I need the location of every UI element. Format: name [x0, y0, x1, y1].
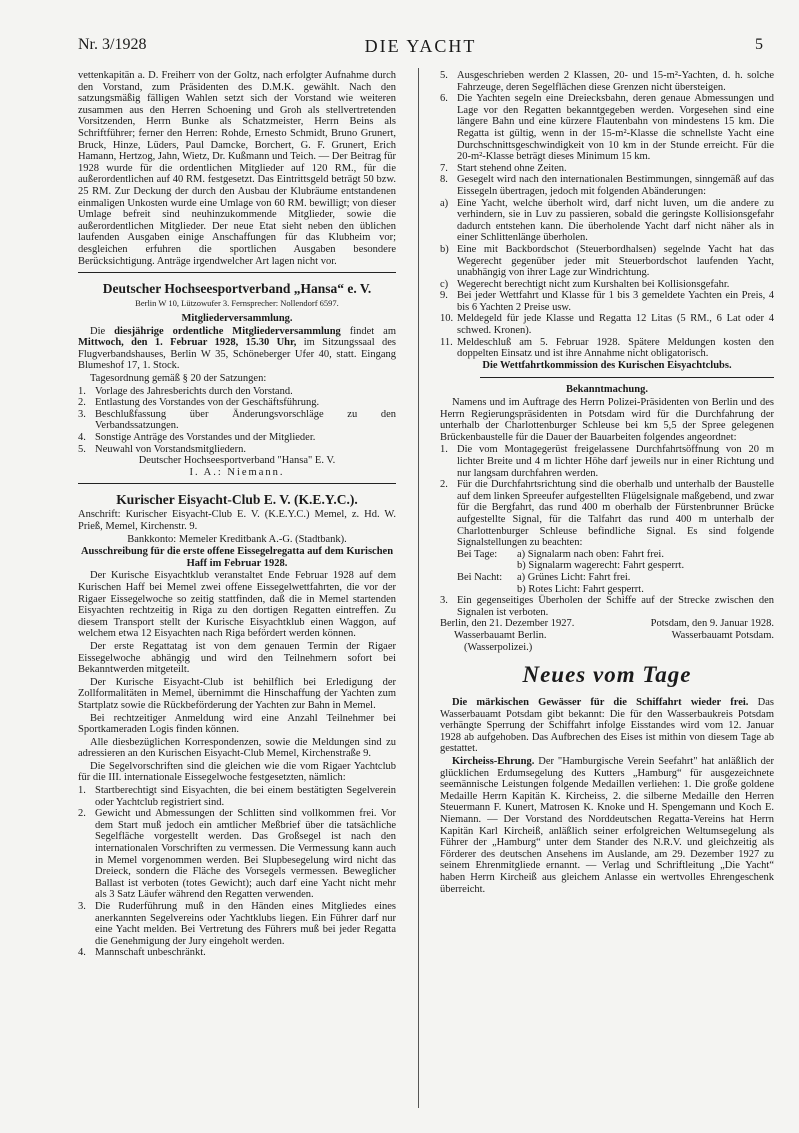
list-item: [440, 198, 774, 244]
list-item: [78, 444, 396, 456]
keyc-rules-list: [78, 785, 396, 959]
item-letter: b): [440, 243, 449, 255]
section-rule: [480, 377, 774, 378]
column-divider: [418, 68, 419, 1108]
amendments-list: [440, 198, 774, 291]
list-item: [440, 595, 774, 618]
list-item: [78, 947, 396, 959]
signal-row: [457, 549, 774, 561]
keyc-address: Anschrift: Kurischer Eisyacht-Club E. V. (K.E.Y.C.) Memel, z. Hd. W. Prieß, Memel, Kirchenstr. 9.: [78, 509, 396, 532]
item-text: Gesegelt wird nach den internationalen Bestimmungen, sinngemäß auf das Eissegeln übertragen, jedoch mit folgenden Abänderungen:: [457, 174, 774, 197]
item-text: Vorlage des Jahresberichts durch den Vorstand.: [95, 385, 293, 397]
news-item-title: Kircheiss-Ehrung.: [452, 756, 535, 768]
item-number: 3.: [78, 408, 86, 420]
item-text: Eine Yacht, welche überholt wird, darf nicht luven, um die andere zu verhindern, sie in Luv zu passieren, sobald die geringste Kollisionsgefahr dadurch entstehen kann. Die überholende Yacht darf nicht näher als in einer Schlittenlänge überholen.: [457, 197, 774, 244]
signal-table: [440, 549, 774, 595]
item-text: Die vom Montagegerüst freigelassene Durchfahrtsöffnung von 20 m lichter Breite und 4 m lichter Höhe darf jeweils nur in einer Richtung und nur langsam durchfahren werden.: [457, 444, 774, 479]
item-number: 9.: [440, 290, 448, 302]
item-text: Für die Durchfahrtsrichtung sind die oberhalb und unterhalb der Baustelle auf dem linken Spreeufer aufgestellten Flügelsignale maßgebend, und zwar für die Bergfahrt, das rund 400 m oberhalb der Fürstenbrunner Brücke aufgestellte Signal, für die Talfahrt das rund 400 m unterhalb der Charlottenburger Schleuse befindliche Signal. Es sind folgende Signalstellungen zu beachten:: [457, 479, 774, 549]
notice-list: [440, 444, 774, 548]
list-item: [440, 174, 774, 197]
meeting-date: Mittwoch, den 1. Februar 1928, 15.30 Uhr,: [78, 337, 297, 349]
hansa-agenda-list: [78, 386, 396, 456]
item-letter: a): [440, 197, 449, 209]
page-header: [78, 36, 763, 58]
list-item: [440, 444, 774, 479]
item-text: Sonstige Anträge des Vorstandes und der Mitglieder.: [95, 432, 316, 444]
list-item: [78, 386, 396, 398]
item-text: Gewicht und Abmessungen der Schlitten sind vollkommen frei. Vor dem Start muß jedoch ein amtlicher Meßbrief über die tatsächliche Segelfläche vorgestellt werden. Das Großsegel ist nach den internationalen Vorschriften zu vermessen. Die Vermessung kann auch in Memel vorgenommen werden. Bei Slupbesegelung wird nicht das Dreieck, sondern die Fläche des Vorsegels vermessen. Beweglicher Ballast ist verboten (totes Gewicht); auch darf eine Yacht nicht mehr als 3 Satz Läufer während den Regatten verwenden.: [95, 808, 396, 901]
keyc-paragraph: Der Kurische Eisyacht-Club ist behilflich bei Erledigung der Zollformalitäten in Memel, übernimmt die Hinschaffung der Yachten zum Startplatz sowie die Rückbeförderung der Yachten zur Bahn in Memel.: [78, 676, 396, 711]
item-text: Die Yachten segeln eine Dreiecksbahn, deren genaue Abmessungen und Lage vor den Regatten bekanntgegeben werden. Vorgesehen sind eine längere Bahn und eine kürzere Flautenbahn von mindestens 15 km. Die Regatta ist gültig, wenn in der 15-m²-Klasse die schnellste Yacht eine Durchschnittsgeschwindigkeit von 10 km in der Stunde erreicht. Für die 20-m²-Klasse beträgt dieses Minimum 15 km.: [457, 93, 774, 163]
item-text: Startberechtigt sind Eisyachten, die bei einem bestätigten Segelverein oder Yachtclub registriert sind.: [95, 785, 396, 808]
text-run-bold: diesjährige ordentliche Mitgliederversammlung: [114, 325, 341, 337]
item-number: 4.: [78, 432, 86, 444]
item-text: Mannschaft unbeschränkt.: [95, 947, 206, 959]
signal-row: [457, 584, 774, 596]
list-item: [78, 432, 396, 444]
signal-text: a) Grünes Licht: Fahrt frei.: [517, 571, 631, 583]
list-item: [78, 808, 396, 901]
keyc-rules-list-end: [440, 290, 774, 360]
hansa-subheading: Mitgliederversammlung.: [181, 313, 293, 325]
item-text: Meldegeld für jede Klasse und Regatta 12 Litas (5 RM., 6 Lat oder 4 schwed. Kronen).: [457, 313, 774, 337]
item-number: 7.: [440, 162, 448, 174]
item-text: Meldeschluß am 5. Februar 1928. Spätere Meldungen kosten den doppelten Einsatz und ist ihre Annahme nicht obligatorisch.: [457, 336, 774, 360]
notice-list-end: [440, 595, 774, 618]
list-item: [440, 93, 774, 163]
item-letter: c): [440, 278, 449, 290]
keyc-regatta-heading: Ausschreibung für die erste offene Eissegelregatta auf dem Kurischen Haff im Februar 1928.: [80, 546, 394, 569]
item-text: Wegerecht berechtigt nicht zum Kurshalten bei Kollisionsgefahr.: [457, 278, 730, 290]
signature-office-potsdam: Wasserbauamt Potsdam.: [671, 629, 774, 641]
notice-heading: Bekanntmachung.: [566, 384, 648, 396]
list-item: [440, 279, 774, 291]
list-item: [440, 70, 774, 93]
text-run: Die: [90, 325, 115, 337]
list-item: [440, 163, 774, 175]
item-text: Start stehend ohne Zeiten.: [457, 162, 567, 174]
news-item-text: Der "Hamburgische Verein Seefahrt" hat anläßlich der glücklichen Erdumsegelung des Kutters „Hamburg“ für ausgezeichnete seemännische Leistungen folgende Medaillen verliehen: 1. Die große goldene Medaille Herrn Kapitän K. Kircheiss, 2. die silberne Medaille den Herren Steuermann F. Kunert, Matrosen K. Knoke und H. Spengemann und Koch E. Niemann. — Der Vorstand des Norddeutschen Regatta-Vereins hat Herrn Kapitän Karl Kircheiß, anläßlich seiner erfolgreichen Weltumsegelung als Führer der „Hamburg“ unter dem Stander des N.R.V. und gleichzeitig als Förderer des deutschen Ansehens im Auslande, am 29. Dezember 1927 zu seinem Ehrenmitgliede ernannt. — Verlag und Schriftleitung „Die Yacht“ haben Herrn Kircheiß aus gleichem Anlasse ein wertvolles Ehrengeschenk überreicht.: [440, 756, 774, 895]
magazine-title: DIE YACHT: [364, 36, 477, 56]
item-text: Bei jeder Wettfahrt und Klasse für 1 bis 3 gemeldete Yachten ein Preis, 4 bis 6 Yachten 2 Preise usw.: [457, 290, 774, 313]
text-run: findet am: [340, 325, 396, 337]
item-number: 2.: [440, 479, 448, 491]
issue-number: Nr. 3/1928: [78, 36, 147, 53]
keyc-paragraph: Alle diesbezüglichen Korrespondenzen, sowie die Meldungen sind zu adressieren an den Kurischen Eisyacht-Club Memel, Kirchenstraße 9.: [78, 736, 396, 760]
list-item: [78, 397, 396, 409]
hansa-address: Berlin W 10, Lützowufer 3. Fernsprecher: Nollendorf 6597.: [135, 298, 339, 309]
list-item: [440, 244, 774, 279]
wettfahrt-signature: Die Wettfahrtkommission des Kurischen Eisyachtclubs.: [482, 359, 732, 371]
item-number: 5.: [78, 443, 86, 455]
agenda-intro: Tagesordnung gemäß § 20 der Satzungen:: [90, 373, 267, 385]
item-number: 4.: [78, 947, 86, 959]
list-item: [440, 313, 774, 336]
news-item-title: Die märkischen Gewässer für die Schiffahrt wieder frei.: [452, 697, 749, 709]
item-number: 1.: [440, 444, 448, 456]
item-number: 3.: [440, 595, 448, 607]
signal-row: [457, 572, 774, 584]
signal-row: [457, 560, 774, 572]
keyc-paragraph: Die Segelvorschriften sind die gleichen wie die vom Rigaer Yachtclub für die III. internationale Eissegelwoche festgesetzten, nämlich:: [78, 760, 396, 784]
news-section-heading: Neues vom Tage: [522, 662, 692, 688]
item-number: 2.: [78, 808, 86, 820]
signal-label: Bei Nacht:: [457, 571, 503, 583]
keyc-rules-list-cont: [440, 70, 774, 198]
list-item: [440, 290, 774, 313]
notice-signatures: [440, 618, 774, 630]
item-text: Beschlußfassung über Änderungsvorschläge zu den Verbandssatzungen.: [95, 408, 396, 432]
news-item: [440, 756, 774, 895]
list-item: [440, 337, 774, 360]
item-text: Neuwahl von Vorstandsmitgliedern.: [95, 443, 246, 455]
list-item: [78, 785, 396, 808]
item-text: Ausgeschrieben werden 2 Klassen, 20- und 15-m²-Yachten, d. h. solche Fahrzeuge, deren Segelflächen diese Grenzen nicht übersteigen.: [457, 70, 774, 93]
keyc-bank: Bankkonto: Memeler Kreditbank A.-G. (Stadtbank).: [127, 533, 347, 545]
keyc-paragraph: Der erste Regattatag ist von dem genauen Termin der Rigaer Eissegelwoche abhängig und wird den Teilnehmern sofort bei Bekanntwerden mitgeteilt.: [78, 640, 396, 676]
news-item: [440, 697, 774, 755]
item-text: Entlastung des Vorstandes von der Geschäftsführung.: [95, 397, 320, 409]
notice-signatures: [440, 630, 774, 642]
item-number: 6.: [440, 93, 448, 105]
item-number: 8.: [440, 174, 448, 186]
list-item: [78, 901, 396, 947]
hansa-announcement: [78, 326, 396, 372]
list-item: [78, 409, 396, 432]
section-rule: [78, 272, 396, 273]
item-text: Eine mit Backbordschot (Steuerbordhalsen) segelnde Yacht hat das Wegerecht gegenüber jeder mit Steuerbordschot laufenden Yacht, unabhängig von ihrer Lage zur Windrichtung.: [457, 243, 774, 279]
signal-text: b) Signalarm wagerecht: Fahrt gesperrt.: [517, 560, 685, 572]
item-text: Ein gegenseitiges Überholen der Schiffe auf der Strecke zwischen den Signalen ist verboten.: [457, 595, 774, 618]
dmk-report-paragraph: vettenkapitän a. D. Freiherr von der Goltz, nach erfolgter Aufnahme durch den Vorstand, zum Präsidenten des D.M.K. gewählt. Nach den satzungsmäßig fälligen Wahlen setzt sich der Vorstand wie weiteren zusammen aus den Herren Schoening und Groh als stellvertretenden Vorsitzenden, Herrn Bunke als Schatzmeister, Herrn Beins als Schriftführer; ferner den Herren: Rohde, Ernesto Schmidt, Bruno Grunert, Bruck, Hinze, Lüders, Paul Damcke, Borchert, G. F. Grunert, Erich Hamann, Hertzog, Jahn, Wietz, Dr. Kußmann und Teich. — Der Beitrag für 1928 wurde für die ordentlichen Mitglieder auf 120 RM., für die außerordentlichen auf 40 RM. festgesetzt. Das Eintrittsgeld beträgt 50 bzw. 25 RM. Zur Deckung der durch den Ausbau der Klubräume entstandenen einmaligen Unkosten wurde eine Umlage von 60 RM. bewilligt; von dieser Umlage befreit sind neuhinzukommende Mitglieder, sowie die außerordentlichen Mitglieder. Der neue Etat sieht neben den üblichen laufenden Ausgaben einige Anschaffungen für das Klubheim vor; desgleichen erfuhren die sportlichen Ausgaben besondere Berücksichtigung. Anträge irgendwelcher Art lagen nicht vor.: [78, 70, 396, 267]
left-column: [78, 70, 396, 959]
signal-label: Bei Tage:: [457, 548, 498, 560]
item-number: 5.: [440, 70, 448, 81]
list-item: [440, 479, 774, 549]
item-number: 10.: [440, 313, 454, 325]
signature-police: (Wasserpolizei.): [464, 641, 533, 653]
signature-date-berlin: Berlin, den 21. Dezember 1927.: [440, 618, 575, 630]
signal-text: b) Rotes Licht: Fahrt gesperrt.: [517, 583, 644, 595]
page-number: 5: [755, 36, 763, 53]
signature-office-berlin: Wasserbauamt Berlin.: [454, 629, 547, 641]
section-rule: [78, 483, 396, 484]
notice-paragraph: Namens und im Auftrage des Herrn Polizei-Präsidenten von Berlin und des Herrn Regierungspräsidenten in Potsdam wird für die Durchfahrung der unterhalb der Charlottenburger Schleuse bei km 5,5 der Spree gelegenen Brückenbaustelle für die Dauer der Bauarbeiten folgendes angeordnet:: [440, 397, 774, 443]
item-number: 11.: [440, 336, 453, 348]
right-column: [440, 70, 774, 896]
item-number: 1.: [78, 785, 86, 797]
signal-text: a) Signalarm nach oben: Fahrt frei.: [517, 548, 664, 560]
hansa-heading: Deutscher Hochseesportverband „Hansa“ e. V.: [102, 281, 372, 297]
item-number: 2.: [78, 397, 86, 409]
keyc-paragraph: Bei rechtzeitiger Anmeldung wird eine Anzahl Teilnehmer bei Sportkameraden Logis finden können.: [78, 712, 396, 736]
signature-date-potsdam: Potsdam, den 9. Januar 1928.: [650, 618, 774, 630]
text-run: im Sitzungssaal des Flugverbandshauses, Berlin W 35, Schöneberger Ufer 40, statt. Eingang Blumeshof 17, 1. Stock.: [78, 337, 397, 372]
hansa-signatory: I. A.: Niemann.: [189, 466, 285, 478]
news-item-text: Das Wasserbauamt Potsdam gibt bekannt: Die für den Wasserbaukreis Potsdam verhängte Sperrung der Schiffahrt infolge Eisstandes wird vom 12. Januar 1928 ab aufgehoben. Das Aufbrechen des Eises ist mithin von diesem Tage ab gestattet.: [440, 697, 774, 755]
item-text: Die Ruderführung muß in den Händen eines Mitgliedes eines anerkannten Segelvereins oder Yachtklubs liegen. Ein Führer darf nur eine Yacht melden. Bei Vertretung des Führers muß bei jeder Regatta die Genehmigung der Jury eingeholt werden.: [95, 901, 396, 947]
keyc-heading: Kurischer Eisyacht-Club E. V. (K.E.Y.C.).: [116, 492, 358, 508]
keyc-paragraph: Der Kurische Eisyachtklub veranstaltet Ende Februar 1928 auf dem Kurischen Haff bei Memel zwei offene Eissegelwettfahrten, die vor der Rigaer Eissegelwoche so zeitig stattfinden, daß die in Memel startenden Eisyachten rechtzeitig in Riga zu den dortigen Regatten eintreffen. Zu diesem Transport stellt der Kurische Eisyachtklub einen Waggon, auf welchem etwa 12 Eisyachten nach Riga befördert werden können.: [78, 570, 396, 640]
item-number: 1.: [78, 385, 86, 397]
hansa-signature: Deutscher Hochseesportverband "Hansa" E. V.: [138, 455, 336, 467]
item-number: 3.: [78, 901, 86, 912]
